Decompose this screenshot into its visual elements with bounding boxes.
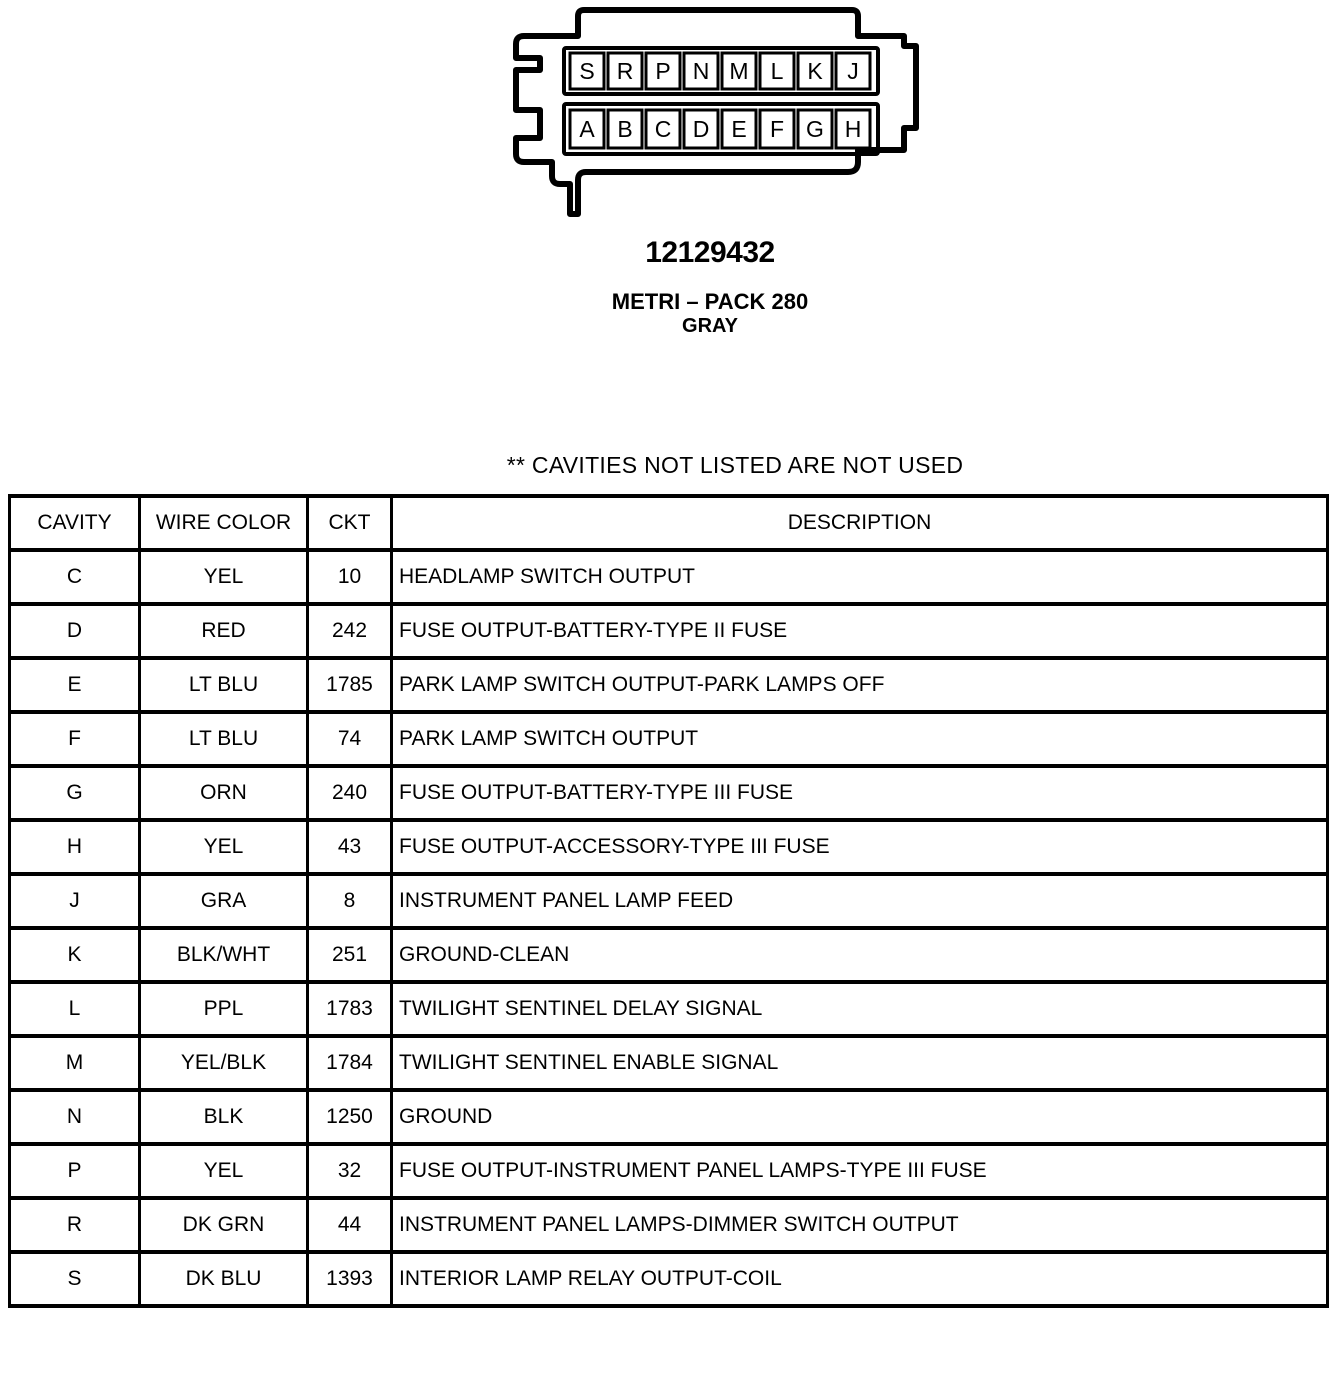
table-row [10,550,1328,604]
cell-ckt: 1785 [308,658,392,712]
cell-description: HEADLAMP SWITCH OUTPUT [392,550,1328,604]
cell-wire-color: DK BLU [140,1252,308,1306]
cell-ckt: 1250 [308,1090,392,1144]
cell-wire-color: YEL [140,550,308,604]
pin-label: M [729,58,749,84]
cell-description: INSTRUMENT PANEL LAMPS-DIMMER SWITCH OUTPUT [392,1198,1328,1252]
cell-cavity: N [10,1090,140,1144]
pin-label: F [769,116,785,142]
cell-description: INSTRUMENT PANEL LAMP FEED [392,874,1328,928]
table-row [10,1144,1328,1198]
cell-description: FUSE OUTPUT-INSTRUMENT PANEL LAMPS-TYPE III FUSE [392,1144,1328,1198]
pin-label: S [579,58,595,84]
cell-ckt: 242 [308,604,392,658]
cell-ckt: 44 [308,1198,392,1252]
cell-cavity: F [10,712,140,766]
cell-wire-color: LT BLU [140,658,308,712]
cell-cavity: R [10,1198,140,1252]
cell-wire-color: YEL/BLK [140,1036,308,1090]
cell-description: GROUND [392,1090,1328,1144]
cell-ckt: 240 [308,766,392,820]
cell-description: PARK LAMP SWITCH OUTPUT [392,712,1328,766]
cell-cavity: J [10,874,140,928]
cell-description: FUSE OUTPUT-BATTERY-TYPE II FUSE [392,604,1328,658]
table-row [10,604,1328,658]
cell-ckt: 74 [308,712,392,766]
cell-wire-color: YEL [140,820,308,874]
cell-cavity: M [10,1036,140,1090]
pin-label: P [655,58,671,84]
cell-ckt: 43 [308,820,392,874]
pin-label: K [807,58,823,84]
table-row [10,928,1328,982]
cell-wire-color: RED [140,604,308,658]
table-row [10,712,1328,766]
pin-label: D [692,116,710,142]
cell-wire-color: DK GRN [140,1198,308,1252]
connector-color: GRAY [682,315,738,337]
cell-ckt: 10 [308,550,392,604]
cell-description: GROUND-CLEAN [392,928,1328,982]
table-row [10,1198,1328,1252]
cell-wire-color: BLK [140,1090,308,1144]
pin-label: J [847,58,859,84]
connector-housing-outline [516,10,916,214]
pin-label: E [731,116,747,142]
table-row [10,874,1328,928]
table-row [10,982,1328,1036]
unused-cavities-note: ** CAVITIES NOT LISTED ARE NOT USED [506,452,964,478]
cell-wire-color: ORN [140,766,308,820]
table-row [10,820,1328,874]
cell-cavity: C [10,550,140,604]
table-header-row [10,496,1328,550]
cell-ckt: 8 [308,874,392,928]
cell-description: FUSE OUTPUT-BATTERY-TYPE III FUSE [392,766,1328,820]
connector-diagram [0,0,1344,230]
cell-ckt: 1783 [308,982,392,1036]
cell-cavity: P [10,1144,140,1198]
header-cavity: CAVITY [10,496,140,550]
table-row [10,658,1328,712]
cell-description: TWILIGHT SENTINEL DELAY SIGNAL [392,982,1328,1036]
header-wire-color: WIRE COLOR [140,496,308,550]
cell-wire-color: LT BLU [140,712,308,766]
cell-description: TWILIGHT SENTINEL ENABLE SIGNAL [392,1036,1328,1090]
cell-description: FUSE OUTPUT-ACCESSORY-TYPE III FUSE [392,820,1328,874]
table-row [10,1036,1328,1090]
cell-wire-color: YEL [140,1144,308,1198]
table-row [10,1252,1328,1306]
cell-wire-color: BLK/WHT [140,928,308,982]
cell-cavity: K [10,928,140,982]
connector-type: METRI – PACK 280 [611,289,809,314]
cell-ckt: 1784 [308,1036,392,1090]
cell-ckt: 251 [308,928,392,982]
cell-wire-color: GRA [140,874,308,928]
table-row [10,1090,1328,1144]
cell-wire-color: PPL [140,982,308,1036]
cell-cavity: S [10,1252,140,1306]
pin-label: L [770,58,784,84]
pin-label: H [844,116,862,142]
pin-label: B [617,116,633,142]
header-ckt: CKT [308,496,392,550]
part-number: 12129432 [645,236,775,269]
cell-cavity: L [10,982,140,1036]
cell-cavity: H [10,820,140,874]
pin-label: C [654,116,672,142]
cell-ckt: 32 [308,1144,392,1198]
pin-label: N [692,58,710,84]
header-description: DESCRIPTION [392,496,1328,550]
cell-ckt: 1393 [308,1252,392,1306]
pin-label: R [616,58,634,84]
cell-description: INTERIOR LAMP RELAY OUTPUT-COIL [392,1252,1328,1306]
cell-description: PARK LAMP SWITCH OUTPUT-PARK LAMPS OFF [392,658,1328,712]
cell-cavity: D [10,604,140,658]
cell-cavity: G [10,766,140,820]
cavity-table [8,494,1329,1308]
pin-label: A [579,116,595,142]
table-row [10,766,1328,820]
pin-label: G [806,116,824,142]
cell-cavity: E [10,658,140,712]
